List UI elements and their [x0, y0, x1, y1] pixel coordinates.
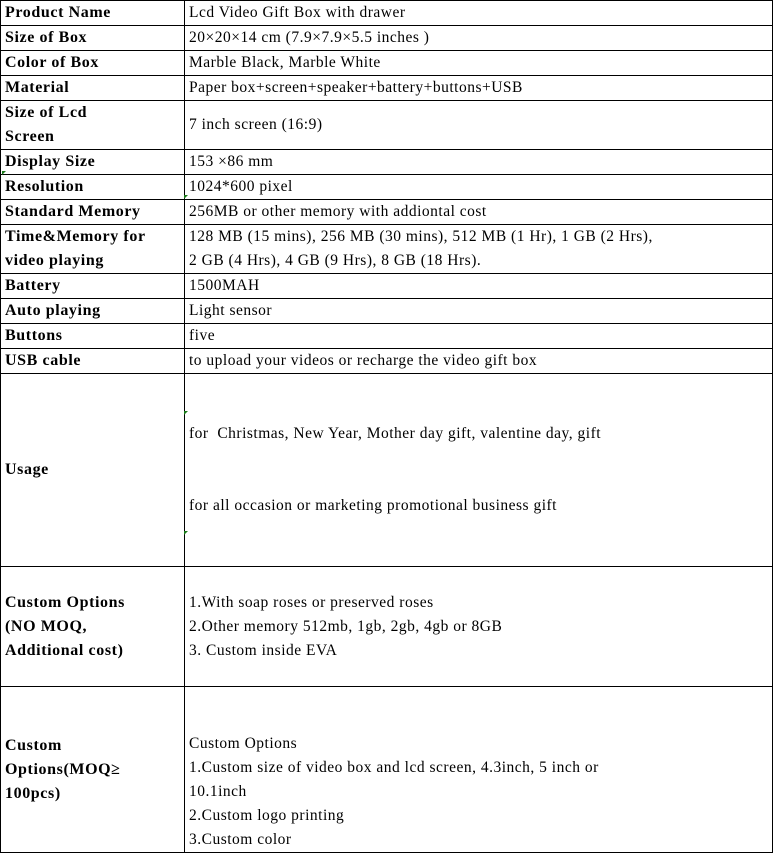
label-text: Resolution	[5, 178, 84, 195]
row-value	[185, 76, 773, 101]
value-text: five	[189, 327, 216, 344]
row-value	[185, 1, 773, 26]
row-value	[185, 687, 773, 853]
label-text: Screen	[5, 128, 55, 145]
row-label	[1, 299, 185, 324]
row-value	[185, 51, 773, 76]
value-text: for all occasion or marketing promotional business gift	[189, 497, 557, 514]
row-value	[185, 299, 773, 324]
label-text: Product Name	[5, 4, 111, 21]
table-row	[1, 349, 773, 374]
value-text: 1024*600 pixel	[189, 178, 293, 195]
row-value	[185, 274, 773, 299]
row-label	[1, 349, 185, 374]
label-text: USB cable	[5, 352, 82, 369]
value-text: 2.Custom logo printing	[189, 807, 345, 824]
table-row	[1, 299, 773, 324]
value-text: Custom Options	[189, 735, 298, 752]
table-row	[1, 567, 773, 687]
value-text: 10.1inch	[189, 783, 247, 800]
label-text: Options(MOQ≥	[5, 760, 121, 778]
table-row	[1, 225, 773, 274]
value-text: to upload your videos or recharge the video gift box	[189, 352, 538, 369]
label-text: Custom Options	[5, 593, 125, 611]
table-row	[1, 1, 773, 26]
value-text: Light sensor	[189, 302, 273, 319]
table-row	[1, 200, 773, 225]
row-value	[185, 200, 773, 225]
label-text: Size of Box	[5, 29, 88, 46]
comment-marker-icon	[184, 411, 188, 415]
row-label	[1, 175, 185, 200]
label-text: Battery	[5, 277, 61, 294]
table-row	[1, 76, 773, 101]
table-row	[1, 150, 773, 175]
row-label	[1, 324, 185, 349]
value-text: 1.With soap roses or preserved roses	[189, 593, 434, 611]
label-text: Additional cost)	[5, 641, 124, 659]
value-text: Paper box+screen+speaker+battery+buttons+USB	[189, 79, 523, 96]
value-text: 1500MAH	[189, 277, 260, 294]
row-value	[185, 175, 773, 200]
row-label	[1, 374, 185, 567]
row-value	[185, 150, 773, 175]
label-text: Size of Lcd	[5, 104, 88, 121]
label-text: 100pcs)	[5, 784, 61, 802]
label-text: Standard Memory	[5, 203, 141, 220]
value-text: 2 GB (4 Hrs), 4 GB (9 Hrs), 8 GB (18 Hrs).	[189, 252, 482, 269]
row-label	[1, 150, 185, 175]
comment-marker-icon	[184, 195, 188, 199]
value-text: 1.Custom size of video box and lcd screen, 4.3inch, 5 inch or	[189, 759, 599, 776]
table-row	[1, 101, 773, 150]
label-text: (NO MOQ,	[5, 617, 88, 635]
table-row	[1, 324, 773, 349]
row-value	[185, 324, 773, 349]
value-text: 3.Custom color	[189, 831, 292, 848]
label-text: video playing	[5, 252, 104, 269]
value-text: 2.Other memory 512mb, 1gb, 2gb, 4gb or 8GB	[189, 617, 503, 635]
row-label	[1, 101, 185, 150]
row-label	[1, 1, 185, 26]
label-text: Time&Memory for	[5, 228, 146, 245]
row-label	[1, 225, 185, 274]
value-text: Lcd Video Gift Box with drawer	[189, 4, 406, 21]
table-row	[1, 175, 773, 200]
value-text: for Christmas, New Year, Mother day gift, valentine day, gift	[189, 425, 602, 442]
value-text: Marble Black, Marble White	[189, 54, 381, 71]
value-text: 20×20×14 cm (7.9×7.9×5.5 inches )	[189, 29, 430, 46]
row-value	[185, 567, 773, 687]
row-label	[1, 76, 185, 101]
label-text: Custom	[5, 736, 62, 754]
label-text: Auto playing	[5, 302, 101, 319]
table-row	[1, 687, 773, 853]
row-label	[1, 200, 185, 225]
row-label	[1, 687, 185, 853]
table-row	[1, 274, 773, 299]
row-label	[1, 51, 185, 76]
row-value	[185, 374, 773, 567]
row-label	[1, 26, 185, 51]
value-text: 7 inch screen (16:9)	[189, 116, 323, 133]
value-text: 3. Custom inside EVA	[189, 641, 338, 659]
value-text: 128 MB (15 mins), 256 MB (30 mins), 512 MB (1 Hr), 1 GB (2 Hrs),	[189, 228, 653, 245]
row-label	[1, 274, 185, 299]
comment-marker-icon	[184, 531, 188, 535]
label-text: Buttons	[5, 327, 63, 344]
row-value	[185, 349, 773, 374]
table-row	[1, 51, 773, 76]
row-value	[185, 225, 773, 274]
value-text: 256MB or other memory with addiontal cost	[189, 203, 487, 220]
table-row	[1, 26, 773, 51]
label-text: Material	[5, 79, 70, 96]
row-value	[185, 26, 773, 51]
label-text: Color of Box	[5, 54, 100, 71]
comment-marker-icon	[2, 171, 6, 175]
label-text: Display Size	[5, 153, 96, 170]
table-row	[1, 374, 773, 567]
value-text: 153 ×86 mm	[189, 153, 274, 170]
row-label	[1, 567, 185, 687]
row-value	[185, 101, 773, 150]
label-text: Usage	[5, 461, 49, 478]
